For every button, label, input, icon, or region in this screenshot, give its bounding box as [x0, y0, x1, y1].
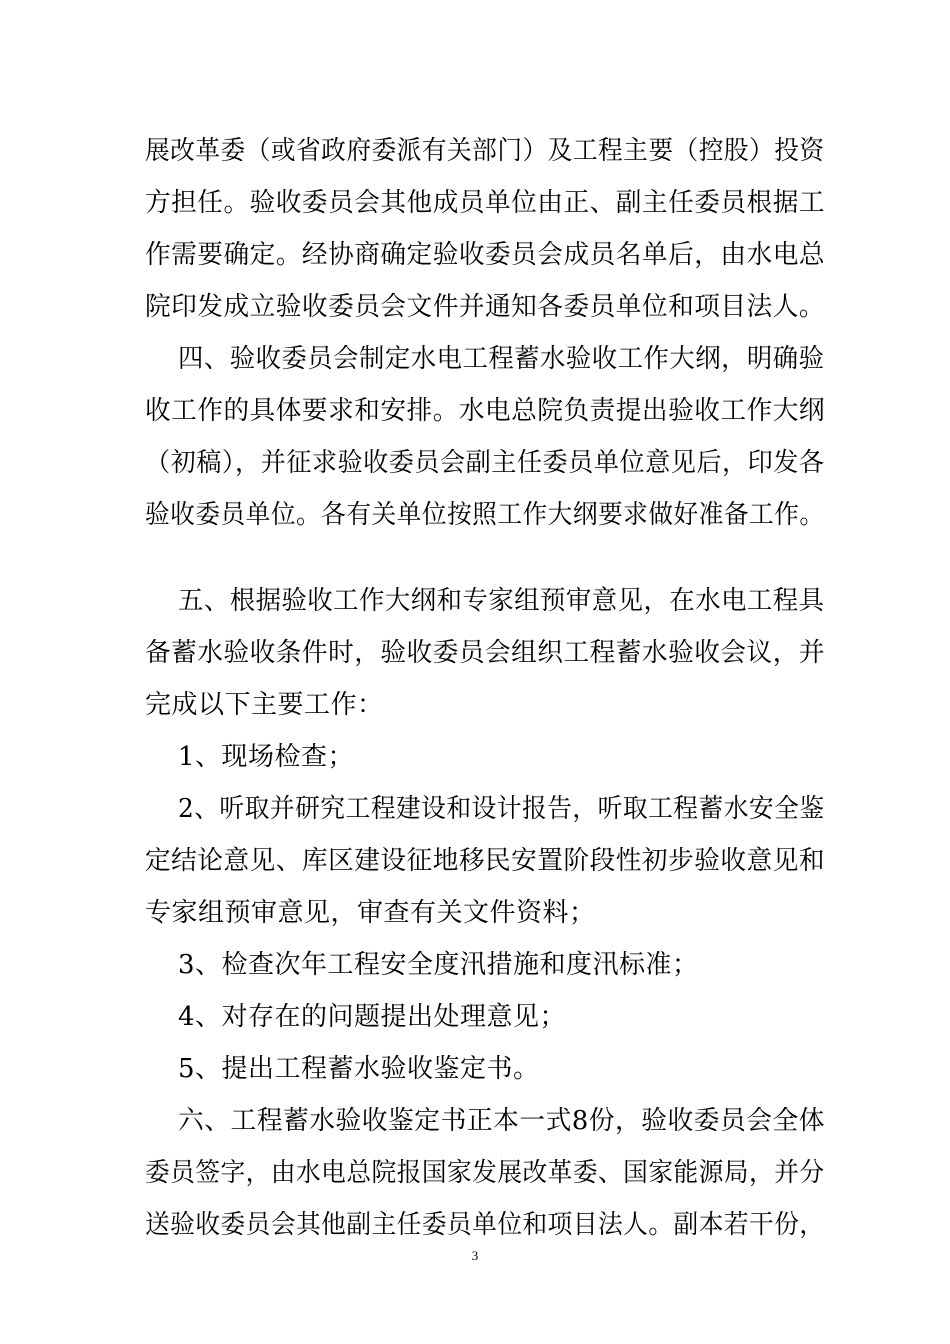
list-item-1: 1、现场检查； [178, 742, 355, 772]
paragraph-3-line-2: 备蓄水验收条件时，验收委员会组织工程蓄水验收会议，并 [145, 638, 826, 668]
paragraph-3-line-3: 完成以下主要工作： [145, 690, 384, 720]
paragraph-1-line-4: 院印发成立验收委员会文件并通知各委员单位和项目法人。 [145, 292, 826, 322]
paragraph-6-line-2: 委员签字，由水电总院报国家发展改革委、国家能源局，并分 [145, 1158, 825, 1188]
paragraph-3-line-1: 五、根据验收工作大纲和专家组预审意见，在水电工程具 [178, 586, 825, 616]
list-item-5: 5、提出工程蓄水验收鉴定书。 [178, 1054, 540, 1084]
paragraph-2-line-3: （初稿），并征求验收委员会副主任委员单位意见后，印发各 [145, 448, 825, 478]
paragraph-1-line-3: 作需要确定。经协商确定验收委员会成员名单后，由水电总 [145, 240, 826, 270]
paragraph-2-line-2: 收工作的具体要求和安排。水电总院负责提出验收工作大纲 [145, 396, 826, 426]
paragraph-6-line-1: 六、工程蓄水验收鉴定书正本一式8份，验收委员会全体 [178, 1106, 826, 1136]
list-item-2-line-3: 专家组预审意见，审查有关文件资料； [145, 898, 596, 928]
list-item-4: 4、对存在的问题提出处理意见； [178, 1002, 567, 1032]
paragraph-2-line-1: 四、验收委员会制定水电工程蓄水验收工作大纲，明确验 [178, 344, 825, 374]
paragraph-2-line-4: 验收委员单位。各有关单位按照工作大纲要求做好准备工作。 [145, 500, 825, 530]
list-item-3: 3、检查次年工程安全度汛措施和度汛标准； [178, 950, 699, 980]
list-item-2-line-2: 定结论意见、库区建设征地移民安置阶段性初步验收意见和 [145, 846, 826, 876]
paragraph-6-line-3: 送验收委员会其他副主任委员单位和项目法人。副本若干份， [145, 1210, 825, 1240]
page-number: 3 [471, 1248, 479, 1263]
list-item-2-line-1: 2、听取并研究工程建设和设计报告，听取工程蓄水安全鉴 [178, 794, 825, 824]
paragraph-1-line-1: 展改革委（或省政府委派有关部门）及工程主要（控股）投资 [145, 136, 825, 166]
paragraph-1-line-2: 方担任。验收委员会其他成员单位由正、副主任委员根据工 [145, 188, 826, 218]
